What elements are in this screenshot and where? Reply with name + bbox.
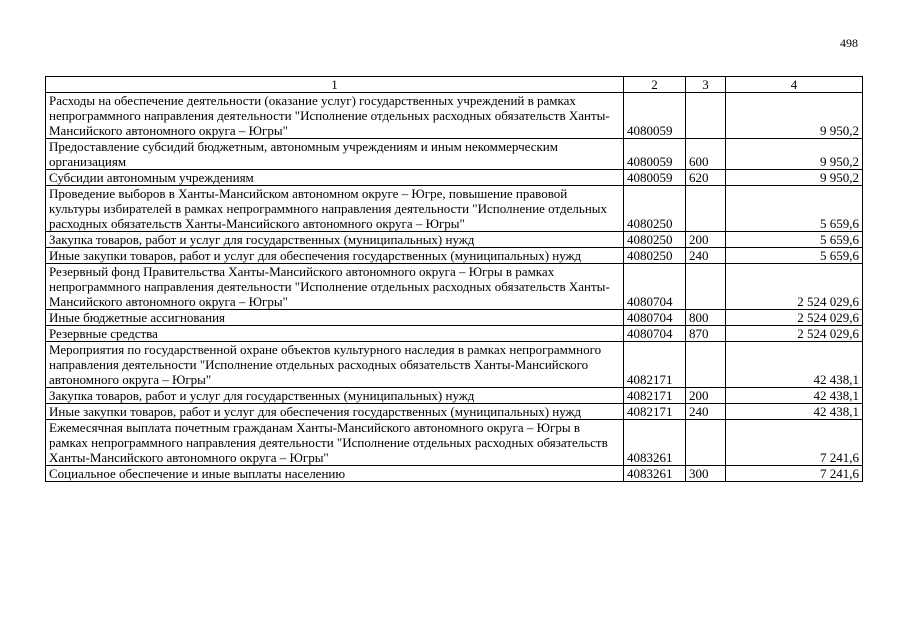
name-cell: Расходы на обеспечение деятельности (оказание услуг) государственных учреждений в рамках непрограммного направления деятельности "Исполнение отдельных расходных обязательств Ханты-Мансийского автономного округа – Югры" [46,93,624,139]
column-header-amount: 4 [726,77,863,93]
budget-table [45,76,863,482]
table-header [46,77,863,93]
name-cell: Ежемесячная выплата почетным гражданам Ханты-Мансийского автономного округа – Югры в рамках непрограммного направления деятельности "Исполнение отдельных расходных обязательств Ханты-Мансийского автономного округа – Югры" [46,420,624,466]
type-cell: 240 [686,404,726,420]
type-cell: 800 [686,310,726,326]
code-cell: 4080250 [624,248,686,264]
code-cell: 4080250 [624,232,686,248]
table-row [46,466,863,482]
type-cell [686,93,726,139]
name-cell: Резервные средства [46,326,624,342]
table-row [46,326,863,342]
code-cell: 4082171 [624,388,686,404]
code-cell: 4080704 [624,310,686,326]
amount-cell: 9 950,2 [726,93,863,139]
name-cell: Субсидии автономным учреждениям [46,170,624,186]
type-cell [686,420,726,466]
type-cell: 620 [686,170,726,186]
name-cell: Мероприятия по государственной охране объектов культурного наследия в рамках непрограммного направления деятельности "Исполнение отдельных расходных обязательств Ханты-Мансийского автономного округа – Югры" [46,342,624,388]
code-cell: 4082171 [624,342,686,388]
amount-cell: 5 659,6 [726,186,863,232]
name-cell: Закупка товаров, работ и услуг для государственных (муниципальных) нужд [46,388,624,404]
code-cell: 4083261 [624,420,686,466]
name-cell: Иные закупки товаров, работ и услуг для обеспечения государственных (муниципальных) нужд [46,404,624,420]
name-cell: Иные бюджетные ассигнования [46,310,624,326]
amount-cell: 5 659,6 [726,232,863,248]
amount-cell: 7 241,6 [726,420,863,466]
amount-cell: 42 438,1 [726,342,863,388]
type-cell: 200 [686,388,726,404]
type-cell: 300 [686,466,726,482]
name-cell: Иные закупки товаров, работ и услуг для обеспечения государственных (муниципальных) нужд [46,248,624,264]
name-cell: Социальное обеспечение и иные выплаты населению [46,466,624,482]
code-cell: 4083261 [624,466,686,482]
amount-cell: 2 524 029,6 [726,326,863,342]
amount-cell: 2 524 029,6 [726,264,863,310]
table-row [46,93,863,139]
column-header-name: 1 [46,77,624,93]
column-header-code: 2 [624,77,686,93]
name-cell: Предоставление субсидий бюджетным, автономным учреждениям и иным некоммерческим организациям [46,139,624,170]
name-cell: Проведение выборов в Ханты-Мансийском автономном округе – Югре, повышение правовой культуры избирателей в рамках непрограммного направления деятельности "Исполнение отдельных расходных обязательств Ханты-Мансийского автономного округа – Югры" [46,186,624,232]
header-row [46,77,863,93]
type-cell: 200 [686,232,726,248]
table-row [46,342,863,388]
table-row [46,139,863,170]
table-row [46,232,863,248]
type-cell [686,186,726,232]
table-row [46,388,863,404]
table-row [46,310,863,326]
amount-cell: 9 950,2 [726,139,863,170]
amount-cell: 9 950,2 [726,170,863,186]
code-cell: 4082171 [624,404,686,420]
amount-cell: 42 438,1 [726,388,863,404]
table-row [46,420,863,466]
type-cell: 600 [686,139,726,170]
code-cell: 4080704 [624,264,686,310]
name-cell: Резервный фонд Правительства Ханты-Мансийского автономного округа – Югры в рамках непрограммного направления деятельности "Исполнение отдельных расходных обязательств Ханты-Мансийского автономного округа – Югры" [46,264,624,310]
amount-cell: 5 659,6 [726,248,863,264]
type-cell: 870 [686,326,726,342]
table-row [46,264,863,310]
type-cell [686,342,726,388]
amount-cell: 7 241,6 [726,466,863,482]
amount-cell: 2 524 029,6 [726,310,863,326]
table-row [46,404,863,420]
code-cell: 4080059 [624,170,686,186]
name-cell: Закупка товаров, работ и услуг для государственных (муниципальных) нужд [46,232,624,248]
amount-cell: 42 438,1 [726,404,863,420]
column-header-type: 3 [686,77,726,93]
table-body [46,93,863,482]
type-cell [686,264,726,310]
table-row [46,248,863,264]
code-cell: 4080059 [624,139,686,170]
code-cell: 4080059 [624,93,686,139]
table-row [46,170,863,186]
code-cell: 4080250 [624,186,686,232]
type-cell: 240 [686,248,726,264]
page-number: 498 [840,36,858,50]
code-cell: 4080704 [624,326,686,342]
table-row [46,186,863,232]
